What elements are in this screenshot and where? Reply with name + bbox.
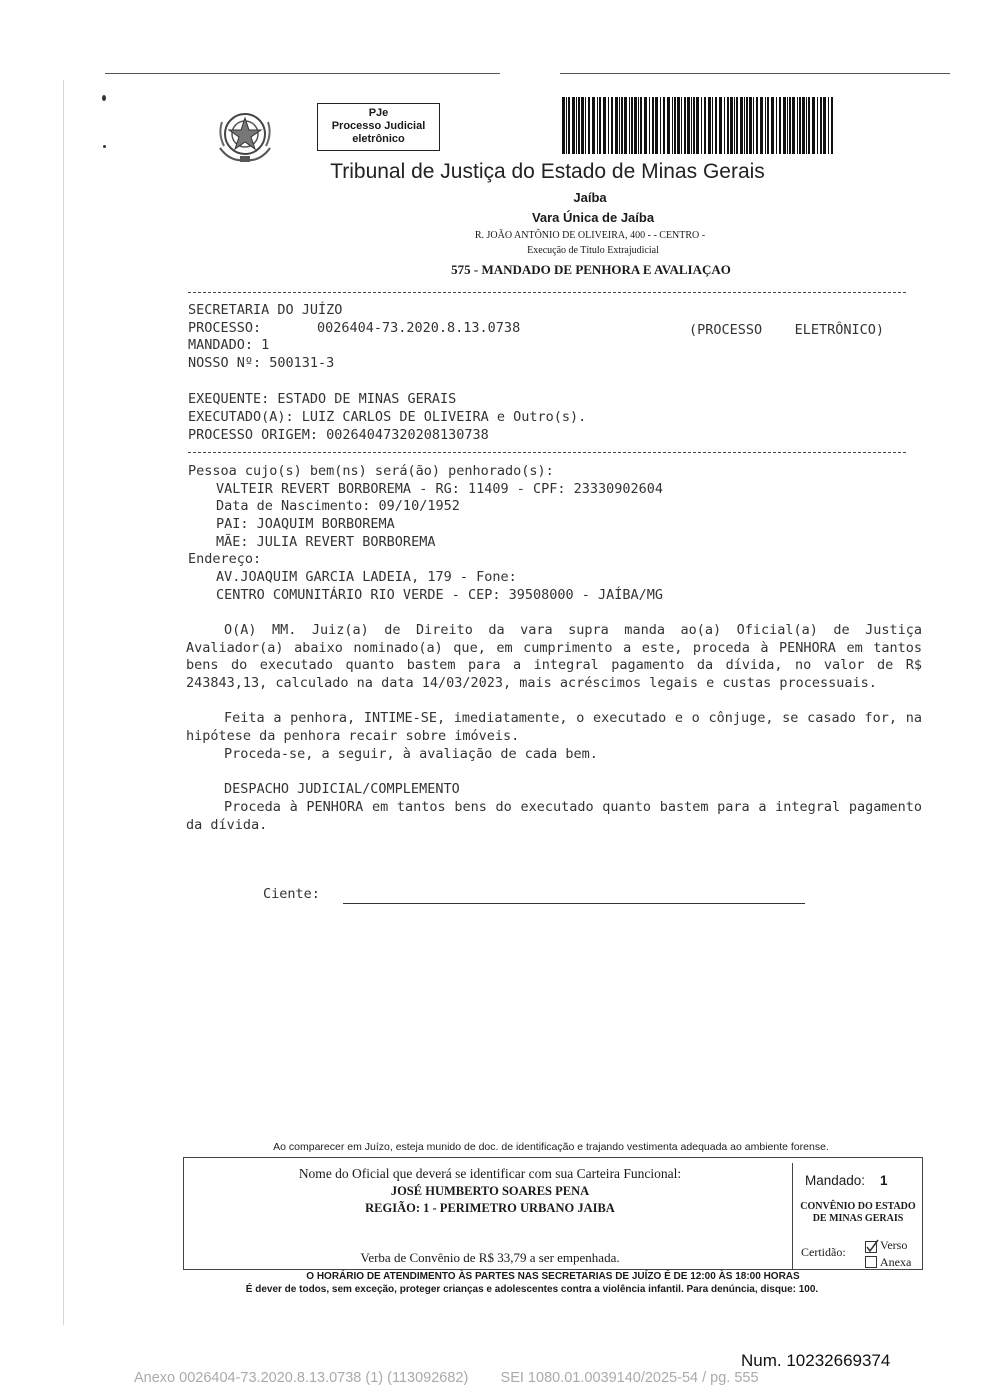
barcode-bar — [724, 97, 725, 154]
barcode-bar — [789, 97, 791, 154]
barcode-bar — [597, 97, 598, 154]
child-protection-notice: É dever de todos, sem exceção, proteger crianças e adolescentes contra a violência infantil. Para denúncia, disque: 100. — [245, 1284, 819, 1295]
barcode-bar — [663, 97, 665, 154]
top-rule-left — [105, 73, 500, 74]
official-name: JOSÉ HUMBERTO SOARES PENA — [390, 1184, 590, 1198]
executado: EXECUTADO(A): LUIZ CARLOS DE OLIVEIRA e Outro(s). — [188, 409, 587, 425]
dashed-separator — [188, 452, 906, 453]
barcode-bar — [749, 97, 752, 154]
footer-notice: Ao comparecer em Juízo, esteja munido de doc. de identificação e trajando vestimenta adequada ao ambiente forense. — [273, 1141, 829, 1153]
ciente-label: Ciente: — [263, 886, 320, 902]
scan-speck — [102, 95, 106, 101]
barcode-bar — [660, 97, 661, 154]
coat-of-arms-icon — [210, 104, 280, 166]
barcode-bar — [823, 97, 826, 154]
mandado-value: 1 — [880, 1173, 888, 1188]
barcode-bar — [797, 97, 798, 154]
barcode-bar — [808, 97, 810, 154]
barcode-bar — [799, 97, 801, 154]
barcode-bar — [756, 97, 758, 154]
barcode-bar — [638, 97, 639, 154]
person-father: PAI: JOAQUIM BORBOREMA — [216, 516, 395, 532]
barcode-bar — [599, 97, 601, 154]
barcode-bar — [644, 97, 647, 154]
barcode-bar — [585, 97, 586, 154]
barcode-bar — [817, 97, 818, 154]
barcode-bar — [592, 97, 595, 154]
city-name: Jaíba — [573, 190, 607, 205]
barcode-bar — [568, 97, 570, 154]
court-address: R. JOÃO ANTÔNIO DE OLIVEIRA, 400 - - CENTRO - — [474, 230, 706, 241]
body-paragraph: O(A) MM. Juiz(a) de Direito da vara supra manda ao(a) Oficial(a) de Justiça Avaliador(a) abaixo nominado(a) que, em cumprimento a este, proceda à PENHORA em tantos bens do executado quanto bastem para a integral pagamento da dívida, no valor de R$ 243843,13, calculado na data 14/03/2023, mais acréscimos legais e custas processuais. — [186, 622, 922, 691]
mandado-type: 575 - MANDADO DE PENHORA E AVALIAÇAO — [451, 262, 731, 277]
mandado-number: MANDADO: 1 — [188, 337, 270, 353]
barcode-bar — [581, 97, 584, 154]
barcode-bar — [608, 97, 609, 154]
barcode-bar — [734, 97, 735, 154]
barcode-bar — [572, 97, 575, 154]
barcode-bar — [672, 97, 673, 154]
document-number: Num. 10232669374 — [741, 1351, 891, 1370]
barcode-bar — [655, 97, 658, 154]
pje-line: Processo Judicial — [331, 120, 426, 132]
despacho-heading: DESPACHO JUDICIAL/COMPLEMENTO — [224, 781, 460, 797]
certidao-label: Certidão: — [801, 1245, 846, 1259]
barcode-bar — [820, 97, 822, 154]
convenio-label — [793, 1201, 923, 1225]
processo-number: 0026404-73.2020.8.13.0738 — [317, 320, 521, 336]
barcode-bar — [681, 97, 682, 154]
court-title: Tribunal de Justiça do Estado de Minas Gerais — [330, 160, 765, 183]
barcode-bar — [578, 97, 580, 154]
barcode-bar — [693, 97, 695, 154]
pje-line: eletrônico — [352, 133, 405, 145]
barcode-bar — [828, 97, 829, 154]
barcode-bar — [708, 97, 711, 154]
barcode-bar — [615, 97, 618, 154]
barcode-bar — [776, 97, 777, 154]
vara-name: Vara Única de Jaíba — [531, 210, 655, 225]
convenio-line: DE MINAS GERAIS — [812, 1213, 904, 1224]
secretaria: SECRETARIA DO JUÍZO — [188, 302, 343, 318]
barcode-bar — [696, 97, 699, 154]
barcode-bar — [640, 97, 642, 154]
processo-label: PROCESSO: — [188, 320, 262, 336]
barcode-bar — [792, 97, 795, 154]
barcode-bar — [727, 97, 729, 154]
barcode-bar — [677, 97, 680, 154]
barcode-bar — [802, 97, 805, 154]
barcode-bar — [712, 97, 713, 154]
anexo-label: Anexa — [880, 1255, 912, 1269]
barcode-bar — [744, 97, 745, 154]
person-mother: MÃE: JULIA REVERT BORBOREMA — [216, 534, 436, 550]
barcode-bar — [767, 97, 769, 154]
verso-label: Verso — [880, 1238, 908, 1252]
exequente: EXEQUENTE: ESTADO DE MINAS GERAIS — [188, 391, 457, 407]
verso-checkbox[interactable] — [865, 1241, 877, 1253]
scan-speck — [103, 145, 106, 148]
barcode-bar — [631, 97, 633, 154]
address-label: Endereço: — [188, 551, 262, 567]
barcode-bar — [687, 97, 690, 154]
barcode-bar — [753, 97, 754, 154]
horario-notice: O HORÁRIO DE ATENDIMENTO ÀS PARTES NAS SECRETARIAS DE JUÍZO É DE 12:00 ÀS 18:00 HORAS — [306, 1271, 800, 1282]
anexo-checkbox[interactable] — [865, 1256, 877, 1268]
pje-box — [317, 103, 440, 151]
barcode-bar — [566, 97, 567, 154]
execution-type: Execução de Título Extrajudicial — [527, 245, 659, 256]
barcode-bar — [771, 97, 774, 154]
barcode-bar — [787, 97, 788, 154]
mandado-label: Mandado: — [805, 1173, 866, 1188]
official-label: Nome do Oficial que deverá se identificar com sua Carteira Funcional: — [298, 1166, 682, 1181]
barcode-bar — [704, 97, 706, 154]
official-region: REGIÃO: 1 - PERIMETRO URBANO JAIBA — [365, 1201, 615, 1215]
processo-electronic: (PROCESSO ELETRÔNICO) — [689, 322, 885, 338]
barcode-bar — [588, 97, 590, 154]
processo-origem: PROCESSO ORIGEM: 00264047320208130738 — [188, 427, 489, 443]
barcode-bar — [783, 97, 786, 154]
barcode-bar — [619, 97, 620, 154]
barcode-bar — [746, 97, 748, 154]
signature-line — [343, 903, 805, 904]
barcode-bar — [730, 97, 733, 154]
anexo-stamp: Anexo 0026404-73.2020.8.13.0738 (1) (113092682) SEI 1080.01.0039140/2025-54 / pg. 555 — [134, 1370, 759, 1386]
barcode-bar — [719, 97, 722, 154]
person-birth: Data de Nascimento: 09/10/1952 — [216, 498, 460, 514]
barcode-bar — [634, 97, 637, 154]
barcode-bar — [603, 97, 606, 154]
body-paragraph: Feita a penhora, INTIME-SE, imediatamente, o executado e o cônjuge, se casado for, na hipótese da penhora recair sobre imóveis. — [186, 710, 922, 744]
barcode — [560, 97, 837, 154]
barcode-bar — [765, 97, 766, 154]
barcode-bar — [576, 97, 577, 154]
barcode-bar — [667, 97, 670, 154]
check-icon — [865, 1239, 879, 1253]
barcode-bar — [562, 97, 565, 154]
barcode-bar — [806, 97, 807, 154]
verba-convenio: Verba de Convênio de R$ 33,79 a ser empenhada. — [360, 1250, 620, 1265]
barcode-bar — [684, 97, 686, 154]
barcode-bar — [831, 97, 833, 154]
barcode-bar — [652, 97, 654, 154]
person-heading: Pessoa cujo(s) bem(ns) será(ão) penhorado(s): — [188, 463, 554, 479]
barcode-bar — [812, 97, 815, 154]
barcode-bar — [701, 97, 702, 154]
address-line: CENTRO COMUNITÁRIO RIO VERDE - CEP: 39508000 - JAÍBA/MG — [216, 587, 664, 603]
barcode-bar — [760, 97, 763, 154]
barcode-bar — [611, 97, 613, 154]
top-rule-right — [560, 73, 950, 74]
barcode-bar — [736, 97, 738, 154]
barcode-bar — [624, 97, 627, 154]
despacho-text: Proceda à PENHORA em tantos bens do executado quanto bastem para a integral pagamento da dívida. — [186, 799, 922, 833]
convenio-line: CONVÊNIO DO ESTADO — [800, 1201, 916, 1212]
barcode-bar — [621, 97, 623, 154]
barcode-bar — [674, 97, 676, 154]
pje-line: PJe — [368, 107, 389, 119]
body-paragraph: Proceda-se, a seguir, à avaliação de cada bem. — [224, 746, 598, 762]
person-name: VALTEIR REVERT BORBOREMA - RG: 11409 - CPF: 23330902604 — [216, 481, 664, 497]
nosso-numero: NOSSO Nº: 500131-3 — [188, 355, 335, 371]
address-line: AV.JOAQUIM GARCIA LADEIA, 179 - Fone: — [216, 569, 517, 585]
barcode-bar — [629, 97, 630, 154]
barcode-bar — [779, 97, 781, 154]
barcode-bar — [691, 97, 692, 154]
dashed-separator — [188, 292, 906, 293]
barcode-bar — [715, 97, 717, 154]
barcode-bar — [740, 97, 743, 154]
barcode-bar — [649, 97, 650, 154]
